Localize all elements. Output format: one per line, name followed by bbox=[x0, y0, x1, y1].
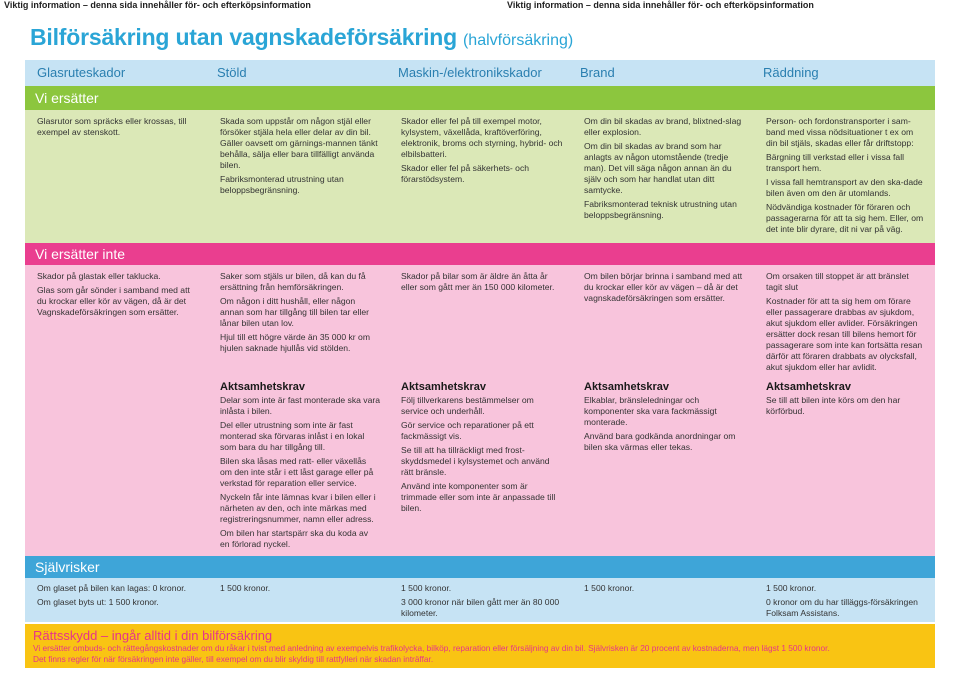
deductible-text: 0 kronor om du har tilläggs-försäkringen Folksam Assistans. bbox=[766, 597, 918, 618]
deductible-text: 1 500 kronor. bbox=[220, 583, 271, 593]
column-header-row bbox=[25, 60, 935, 86]
deductible-text: 1 500 kronor. bbox=[584, 583, 635, 593]
covered-text: Person- och fordonstransporter i sam-band med vissa nödsituationer t ex om din bil stjäls, skadas eller får driftstopp: bbox=[766, 116, 914, 148]
not-covered-cell-fire bbox=[584, 271, 744, 307]
title-main: Bilförsäkring utan vagnskadeförsäkring bbox=[30, 24, 457, 50]
not-covered-text: Hjul till ett högre värde än 35 000 kr om hjulen saknade hjullås vid stölden. bbox=[220, 332, 370, 353]
covered-text: Skador eller fel på till exempel motor, kylsystem, växellåda, kraftöverföring, elektronik, broms och styrning, hybrid- och elbilsbatteri. bbox=[401, 116, 563, 159]
covered-text: Fabriksmonterad utrustning utan beloppsbegränsning. bbox=[220, 174, 344, 195]
column-header-glass: Glasruteskador bbox=[37, 65, 126, 80]
caution-cell-machine bbox=[401, 381, 563, 517]
deductible-cell-rescue bbox=[766, 583, 926, 622]
caution-text: Gör service och reparationer på ett fackmässigt vis. bbox=[401, 420, 534, 441]
not-covered-text: Om orsaken till stoppet är att bränslet tagit slut bbox=[766, 271, 909, 292]
covered-text: Fabriksmonterad teknisk utrustning utan beloppsbegränsning. bbox=[584, 199, 737, 220]
caution-cell-theft bbox=[220, 381, 380, 553]
deductible-cell-glass bbox=[37, 583, 207, 611]
caution-heading: Aktsamhetskrav bbox=[401, 381, 486, 393]
caution-heading: Aktsamhetskrav bbox=[584, 381, 669, 393]
covered-text: Skador eller fel på säkerhets- och förarstödsystem. bbox=[401, 163, 530, 184]
covered-text: Glasrutor som spräcks eller krossas, till exempel av stenskott. bbox=[37, 116, 187, 137]
not-covered-text: Skador på glastak eller taklucka. bbox=[37, 271, 161, 281]
covered-cell-rescue bbox=[766, 116, 926, 238]
not-covered-cell-rescue bbox=[766, 271, 926, 376]
not-covered-cell-theft bbox=[220, 271, 380, 357]
caution-text: Delar som inte är fast monterade ska vara inlåsta i bilen. bbox=[220, 395, 381, 416]
not-covered-section bbox=[25, 265, 935, 556]
column-header-fire: Brand bbox=[580, 65, 615, 80]
not-covered-label: Vi ersätter inte bbox=[35, 246, 126, 262]
title-sub: (halvförsäkring) bbox=[462, 32, 574, 49]
not-covered-text: Kostnader för att ta sig hem om förare eller passagerare drabbas av sjukdom, akut sjukdom eller avlider. Försäkringen ersätter dock resan till bilens hemort för passagerare som inte kan fortsätta resan därför att föraren drabbats av olycksfall, akut sjukdom eller har avlidit. bbox=[766, 296, 923, 372]
caution-cell-rescue bbox=[766, 381, 926, 420]
legal-line: Det finns regler för när försäkringen inte gäller, till exempel om du blir skyldig till rattfylleri när skadan inträffar. bbox=[33, 654, 434, 664]
caution-heading: Aktsamhetskrav bbox=[766, 381, 851, 393]
deductible-text: 1 500 kronor. bbox=[766, 583, 817, 593]
covered-band bbox=[25, 86, 935, 110]
deductible-text: Om glaset byts ut: 1 500 kronor. bbox=[37, 597, 159, 607]
column-header-rescue: Räddning bbox=[763, 65, 819, 80]
top-note-right: Viktig information – denna sida innehåller för- och efterköpsinformation bbox=[507, 0, 814, 10]
not-covered-text: Om bilen börjar brinna i samband med att du krockar eller kör av vägen – då är det vagnskadeförsäkringen som ersätter. bbox=[584, 271, 743, 303]
not-covered-text: Saker som stjäls ur bilen, då kan du få ersättning från hemförsäkringen. bbox=[220, 271, 366, 292]
legal-protection-box bbox=[25, 624, 935, 668]
deductible-text: 3 000 kronor när bilen gått mer än 80 000 kilometer. bbox=[401, 597, 560, 618]
covered-cell-machine bbox=[401, 116, 563, 188]
caution-heading: Aktsamhetskrav bbox=[220, 381, 305, 393]
caution-text: Använd inte komponenter som är trimmade eller som inte är anpassade till bilen. bbox=[401, 481, 556, 513]
not-covered-cell-glass bbox=[37, 271, 197, 321]
column-header-machine: Maskin-/elektronikskador bbox=[398, 65, 542, 80]
caution-text: Se till att ha tillräckligt med frost-skyddsmedel i kylsystemet och använd rätt bränsle. bbox=[401, 445, 550, 477]
covered-section bbox=[25, 110, 935, 243]
page-title bbox=[30, 24, 573, 54]
covered-text: Nödvändiga kostnader för föraren och passagerarna för att ta sig hem. Eller, om det inte blir dyrare, dit ni var på väg. bbox=[766, 202, 924, 234]
deductible-label: Självrisker bbox=[35, 559, 100, 575]
covered-label: Vi ersätter bbox=[35, 90, 99, 106]
not-covered-text: Skador på bilar som är äldre än åtta år eller som gått mer än 150 000 kilometer. bbox=[401, 271, 555, 292]
legal-title: Rättsskydd – ingår alltid i din bilförsäkring bbox=[33, 628, 273, 643]
deductible-cell-theft bbox=[220, 583, 380, 597]
not-covered-text: Om någon i ditt hushåll, eller någon annan som har tillgång till bilen tar eller lånar bilen utan lov. bbox=[220, 296, 370, 328]
deductible-band bbox=[25, 556, 935, 578]
covered-text: I vissa fall hemtransport av den ska-dade bilen även om den är utomlands. bbox=[766, 177, 923, 198]
caution-text: Elkablar, bränsleledningar och komponenter ska vara fackmässigt monterade. bbox=[584, 395, 717, 427]
not-covered-cell-machine bbox=[401, 271, 563, 296]
caution-text: Bilen ska låsas med ratt- eller växellås om den inte står i ett låst garage eller på verkstad för reparation eller service. bbox=[220, 456, 374, 488]
deductible-text: Om glaset på bilen kan lagas: 0 kronor. bbox=[37, 583, 187, 593]
covered-cell-glass bbox=[37, 116, 197, 141]
caution-text: Följ tillverkarens bestämmelser om service och underhåll. bbox=[401, 395, 534, 416]
not-covered-text: Glas som går sönder i samband med att du krockar eller kör av vägen, då är det Vagnskadeförsäkringen som ersätter. bbox=[37, 285, 190, 317]
covered-cell-theft bbox=[220, 116, 380, 199]
caution-text: Se till att bilen inte körs om den har körförbud. bbox=[766, 395, 901, 416]
top-note-left: Viktig information – denna sida innehåller för- och efterköpsinformation bbox=[4, 0, 311, 10]
deductible-cell-fire bbox=[584, 583, 744, 597]
covered-text: Om din bil skadas av brand som har anlagts av någon utomstående (tredje man). Det vill säga någon annan än du själv och som har handlat utan ditt samtycke. bbox=[584, 141, 732, 195]
covered-text: Om din bil skadas av brand, blixtned-slag eller explosion. bbox=[584, 116, 742, 137]
not-covered-band bbox=[25, 243, 935, 265]
covered-text: Bärgning till verkstad eller i vissa fall transport hem. bbox=[766, 152, 905, 173]
deductible-section bbox=[25, 578, 935, 622]
column-header-theft: Stöld bbox=[217, 65, 247, 80]
caution-text: Nyckeln får inte lämnas kvar i bilen eller i närheten av den, och inte märkas med registreringsnummer, namn eller adress. bbox=[220, 492, 376, 524]
caution-text: Del eller utrustning som inte är fast monterad ska förvaras inlåst i en lokal som bara du har tillgång till. bbox=[220, 420, 365, 452]
deductible-cell-machine bbox=[401, 583, 563, 622]
caution-text: Om bilen har startspärr ska du koda av en förlorad nyckel. bbox=[220, 528, 369, 549]
legal-line: Vi ersätter ombuds- och rättegångskostnader om du råkar i tvist med anledning av exempelvis trafikolycka, bilköp, reparation eller försäljning av din bil. Självrisken är 20 procent av kostnaderna, men lägst 1 500 kronor. bbox=[33, 643, 830, 653]
covered-cell-fire bbox=[584, 116, 744, 224]
caution-cell-fire bbox=[584, 381, 744, 456]
deductible-text: 1 500 kronor. bbox=[401, 583, 452, 593]
covered-text: Skada som uppstår om någon stjäl eller försöker stjäla hela eller delar av din bil. Gäller oavsett om gärnings-mannen tänkt behålla, sälja eller bara tillfälligt använda bilen. bbox=[220, 116, 378, 170]
caution-text: Använd bara godkända anordningar om bilen ska värmas eller tekas. bbox=[584, 431, 736, 452]
